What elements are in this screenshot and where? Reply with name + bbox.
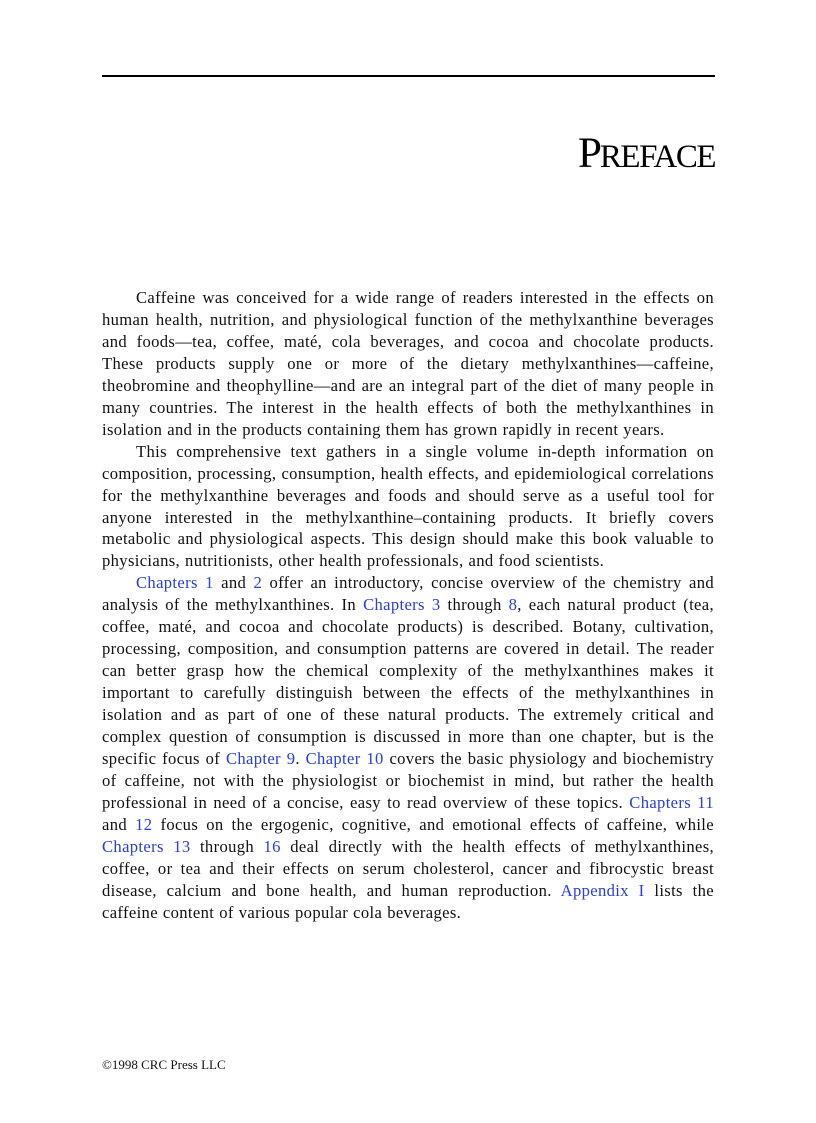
link-chapters-3[interactable]: Chapters 3 bbox=[363, 595, 441, 615]
title-initial: P bbox=[578, 130, 600, 177]
paragraph-3-text: deal directly with the health effects of methylxanthines, coffee, or tea and their effects on serum cholesterol, cancer and fibrocystic breast disease, calcium and bone health, and human reproduction. bbox=[102, 836, 714, 900]
link-chapter-9[interactable]: Chapter 9 bbox=[225, 749, 296, 769]
paragraph-3-text: and bbox=[213, 573, 254, 593]
paragraph-3-text: . bbox=[295, 749, 306, 769]
link-chapter-16[interactable]: 16 bbox=[263, 836, 281, 856]
paragraph-3-text: lists the caffeine content of various popular cola beverages. bbox=[102, 880, 714, 922]
link-chapter-2[interactable]: 2 bbox=[253, 573, 263, 593]
link-chapter-8[interactable]: 8 bbox=[508, 595, 518, 615]
link-appendix-1[interactable]: Appendix I bbox=[560, 880, 645, 900]
paragraph-3-text: focus on the ergogenic, cognitive, and emotional effects of caffeine, while bbox=[152, 814, 714, 834]
top-rule bbox=[102, 75, 715, 77]
preface-body bbox=[102, 287, 714, 924]
paragraph-3-text: through bbox=[190, 836, 264, 856]
paragraph-3-text: offer an introductory, concise overview of the chemistry and analysis of the methylxanthines. In bbox=[102, 573, 714, 615]
paragraph-3-text: , each natural product (tea, coffee, maté, and cocoa and chocolate products) is described. Botany, cultivation, processing, composition, and consumption patterns are covered in detail. The reader can better grasp how the chemical complexity of the methylxanthines makes it important to carefully distinguish between the effects of the methylxanthines in isolation and as part of one of these natural products. The extremely critical and complex question of consumption is discussed in more than one chapter, but is the specific focus of bbox=[102, 595, 714, 769]
paragraph-3 bbox=[102, 572, 714, 923]
page-title bbox=[578, 128, 715, 183]
paragraph-3-text: and bbox=[102, 814, 136, 834]
link-chapter-12[interactable]: 12 bbox=[135, 814, 153, 834]
title-rest: REFACE bbox=[599, 139, 715, 175]
paragraph-2: This comprehensive text gathers in a single volume in-depth information on composition, processing, consumption, health effects, and epidemiological correlations for the methylxanthine beverages and foods and should serve as a useful tool for anyone interested in the methylxanthine–containing products. It briefly covers metabolic and physiological aspects. This design should make this book valuable to physicians, nutritionists, other health professionals, and food scientists. bbox=[102, 441, 714, 571]
copyright-footer: ©1998 CRC Press LLC bbox=[102, 1057, 226, 1072]
link-chapter-10[interactable]: Chapter 10 bbox=[305, 749, 384, 769]
paragraph-1: Caffeine was conceived for a wide range of readers interested in the effects on human health, nutrition, and physiological function of the methylxanthine beverages and foods—tea, coffee, maté, cola beverages, and cocoa and chocolate products. These products supply one or more of the dietary methylxanthines—caffeine, theobromine and theophylline—and are an integral part of the diet of many people in many countries. The interest in the health effects of both the methylxanthines in isolation and in the products containing them has grown rapidly in recent years. bbox=[102, 288, 714, 439]
paragraph-3-text: covers the basic physiology and biochemistry of caffeine, not with the physiologist or biochemist in mind, but rather the health professional in need of a concise, easy to read overview of these topics. bbox=[102, 749, 714, 812]
link-chapters-13[interactable]: Chapters 13 bbox=[102, 836, 191, 856]
link-chapters-1[interactable]: Chapters 1 bbox=[136, 573, 214, 593]
paragraph-3-text: through bbox=[440, 595, 509, 615]
link-chapters-11[interactable]: Chapters 11 bbox=[629, 792, 714, 812]
